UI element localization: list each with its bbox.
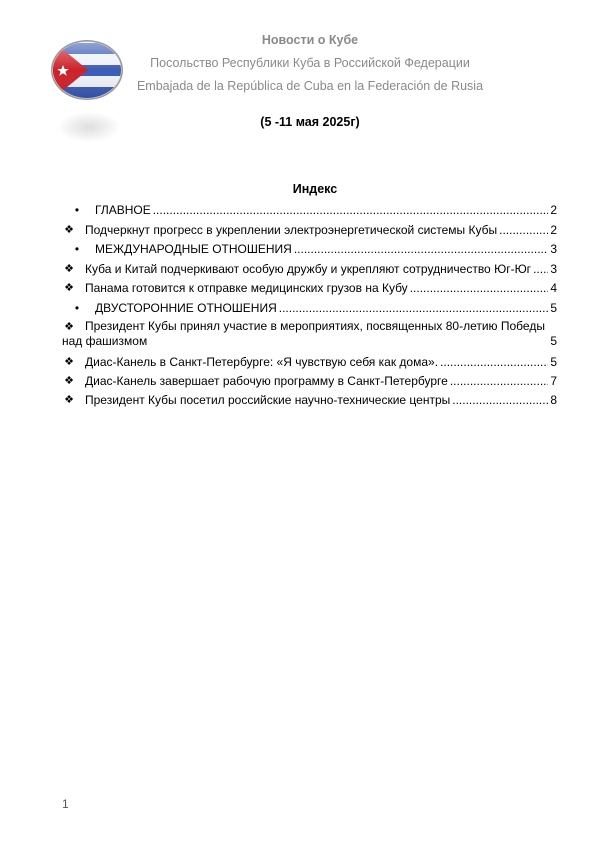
toc-page-number: 3 — [550, 242, 557, 256]
toc-entry[interactable] — [85, 353, 557, 371]
toc-entry-text: ГЛАВНОЕ — [95, 203, 151, 217]
toc-section-international[interactable] — [62, 240, 557, 258]
toc-section-main[interactable] — [62, 201, 557, 219]
toc-page-number: 5 — [550, 355, 557, 369]
toc-entry[interactable] — [85, 391, 557, 409]
toc-page-number: 3 — [550, 262, 557, 276]
toc-leader-dots — [153, 201, 549, 219]
toc-leader-dots — [440, 353, 548, 371]
toc-leader-dots — [499, 221, 548, 239]
toc-entry[interactable] — [85, 260, 557, 278]
toc-item[interactable] — [62, 372, 557, 390]
diamond-bullet-icon: ❖ — [64, 263, 74, 275]
toc-entry-text-line1: Президент Кубы принял участие в мероприятиях, посвященных 80-летию Победы — [85, 319, 545, 333]
toc-entry[interactable] — [95, 299, 557, 317]
toc-leader-dots — [279, 299, 549, 317]
toc-entry-text-line2: над фашизмом — [62, 334, 148, 348]
toc-leader-dots — [410, 279, 549, 297]
toc-page-number: 2 — [550, 203, 557, 217]
toc-item[interactable] — [62, 260, 557, 278]
diamond-bullet-icon: ❖ — [64, 282, 74, 294]
toc-entry-text: Подчеркнут прогресс в укреплении электроэнергетической системы Кубы — [85, 223, 498, 237]
diamond-bullet-icon: ❖ — [64, 375, 74, 387]
page-number: 1 — [62, 797, 69, 811]
toc-leader-dots — [533, 260, 548, 278]
toc-item[interactable] — [62, 279, 557, 297]
toc-item[interactable] — [62, 353, 557, 371]
bullet-icon: • — [74, 203, 80, 217]
date-range: (5 -11 мая 2025г) — [260, 115, 360, 129]
diamond-bullet-icon: ❖ — [64, 224, 74, 236]
toc-entry-text: МЕЖДУНАРОДНЫЕ ОТНОШЕНИЯ — [95, 242, 292, 256]
embassy-name-es: Embajada de la República de Cuba en la Federación de Rusia — [136, 79, 484, 93]
newsletter-title: Новости о Кубе — [261, 33, 359, 47]
toc-leader-dots — [450, 372, 549, 390]
toc-page-number: 2 — [550, 223, 557, 237]
toc-leader-dots — [294, 240, 548, 258]
toc-item[interactable] — [62, 319, 557, 351]
toc-entry-text: Диас-Канель завершает рабочую программу в Санкт-Петербурге — [85, 374, 448, 388]
toc-section-bilateral[interactable] — [62, 299, 557, 317]
toc-entry[interactable] — [95, 240, 557, 258]
diamond-bullet-icon: ❖ — [64, 321, 74, 333]
toc-page-number: 5 — [550, 301, 557, 315]
diamond-bullet-icon: ❖ — [64, 394, 74, 406]
index-title: Индекс — [292, 182, 338, 196]
toc-page-number: 5 — [550, 334, 557, 348]
toc-entry[interactable] — [85, 372, 557, 390]
toc-page-number: 7 — [550, 374, 557, 388]
toc-entry-text: Панама готовится к отправке медицинских грузов на Кубу — [85, 281, 408, 295]
toc-entry-text: Президент Кубы посетил российские научно-технические центры — [85, 393, 451, 407]
toc-item[interactable] — [62, 221, 557, 239]
toc-entry-text: ДВУСТОРОННИЕ ОТНОШЕНИЯ — [95, 301, 277, 315]
bullet-icon: • — [74, 242, 80, 256]
toc-entry-text: Куба и Китай подчеркивают особую дружбу и укрепляют сотрудничество Юг-Юг — [85, 262, 532, 276]
embassy-name-ru: Посольство Республики Куба в Российской Федерации — [150, 56, 470, 70]
diamond-bullet-icon: ❖ — [64, 356, 74, 368]
toc-page-number: 8 — [550, 393, 557, 407]
toc-entry[interactable] — [62, 319, 557, 349]
toc-entry-text: Диас-Канель в Санкт-Петербурге: «Я чувствую себя как дома». — [85, 355, 439, 369]
toc-item[interactable] — [62, 391, 557, 409]
toc-entry[interactable] — [85, 279, 557, 297]
toc-page-number: 4 — [550, 281, 557, 295]
toc-leader-dots — [452, 391, 548, 409]
toc-entry[interactable] — [85, 221, 557, 239]
toc-entry[interactable] — [95, 201, 557, 219]
bullet-icon: • — [74, 301, 80, 315]
